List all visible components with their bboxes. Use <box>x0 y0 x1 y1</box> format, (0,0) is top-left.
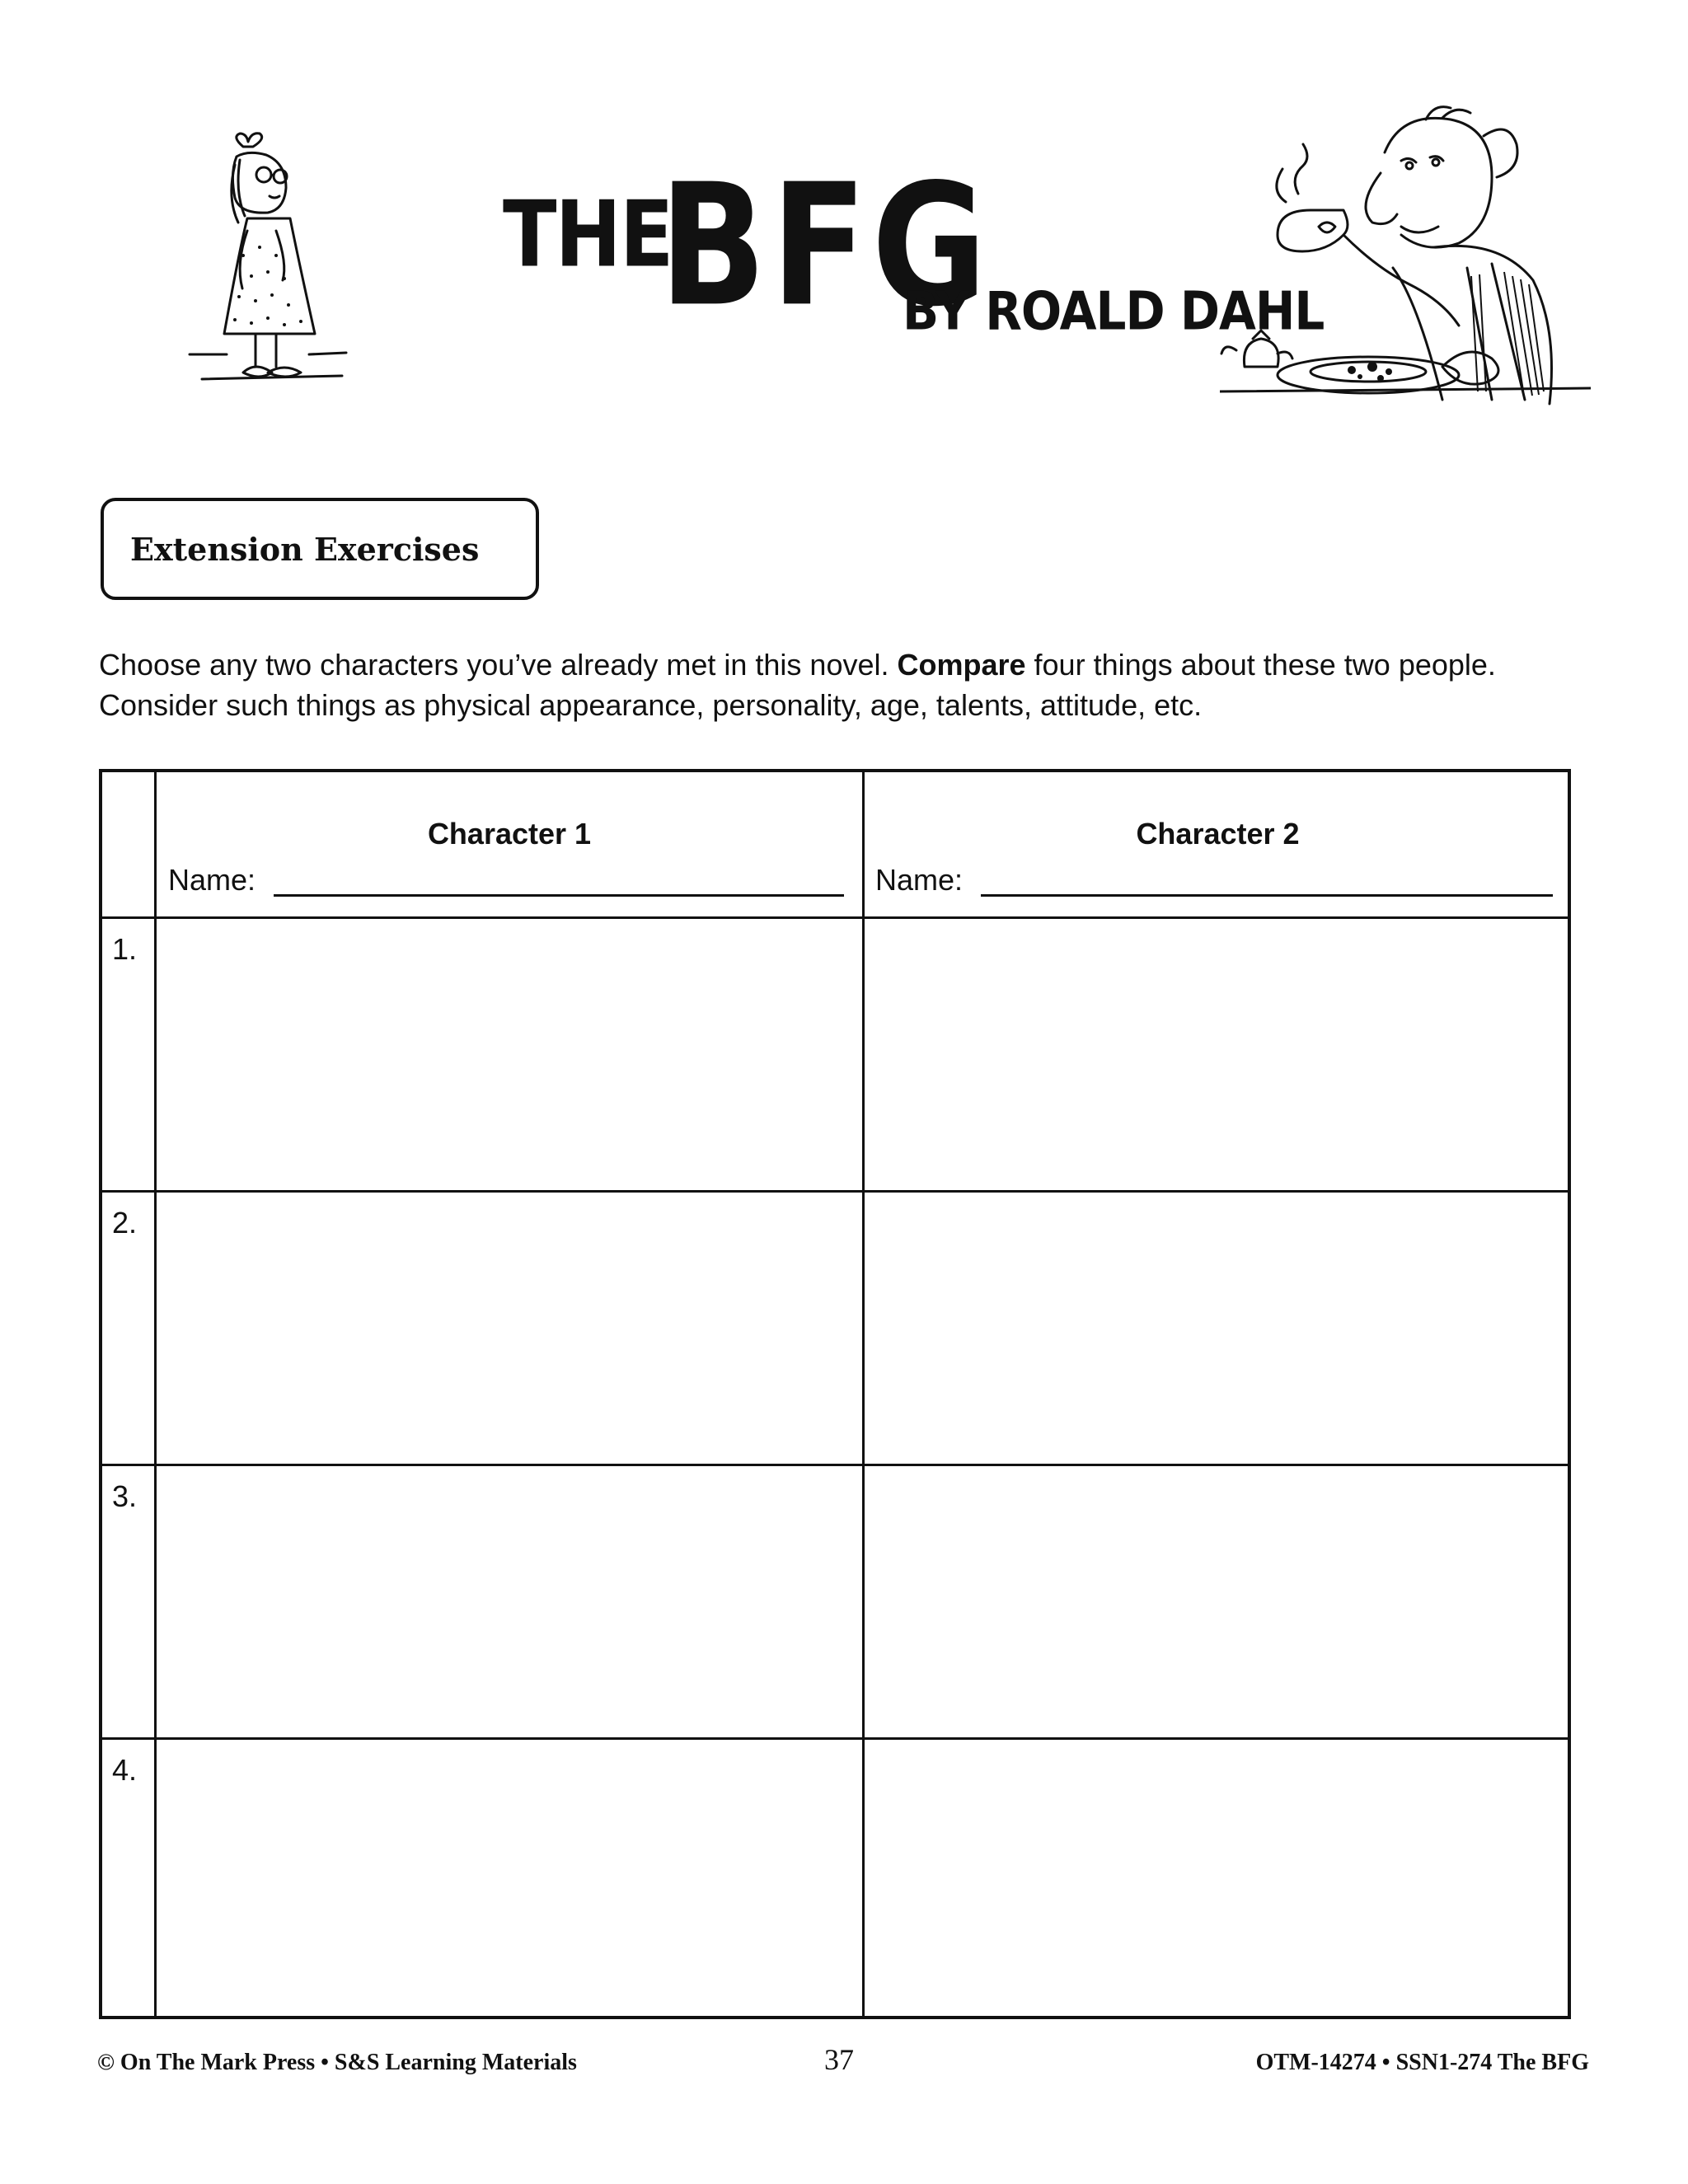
name-blank-character-2[interactable] <box>981 894 1553 897</box>
sophie-illustration <box>185 132 350 396</box>
row-number-1: 1. <box>112 932 138 966</box>
bfg-illustration <box>1220 103 1591 416</box>
instructions-bold: Compare <box>897 648 1026 682</box>
name-label-character-2: Name: <box>875 863 964 897</box>
name-blank-character-1[interactable] <box>274 894 844 897</box>
table-row-divider <box>102 1464 1568 1466</box>
name-label-character-1: Name: <box>168 863 256 897</box>
comparison-table <box>99 769 1571 2019</box>
row-number-4: 4. <box>112 1753 138 1787</box>
instructions-text <box>99 644 1582 725</box>
row-number-2: 2. <box>112 1206 138 1240</box>
column-heading-character-2: Character 2 <box>1136 817 1300 851</box>
section-label: Extension Exercises <box>130 530 480 568</box>
section-label-box <box>101 498 539 600</box>
table-row-divider <box>102 1190 1568 1193</box>
page-number: 37 <box>824 2043 854 2076</box>
table-divider-character-cols <box>862 772 865 2016</box>
table-divider-number-col <box>154 772 157 2016</box>
column-heading-character-1: Character 1 <box>427 817 592 851</box>
title-bfg: BFG <box>659 148 992 344</box>
instructions-part1: Choose any two characters you’ve already met in this novel. <box>99 648 898 682</box>
row-number-3: 3. <box>112 1479 138 1513</box>
instructions-part2: four things about these two people. Consider such things as physical appearance, personality, age, talents, attitude, etc. <box>99 648 1496 722</box>
footer-product-code: OTM-14274 • SSN1-274 The BFG <box>1255 2050 1589 2075</box>
title-the: THE <box>503 181 673 288</box>
footer-publisher: © On The Mark Press • S&S Learning Materials <box>97 2050 577 2075</box>
table-row-divider <box>102 1737 1568 1740</box>
book-title <box>495 148 1325 354</box>
table-header-divider <box>102 916 1568 919</box>
title-author: BY ROALD DAHL <box>903 280 1325 342</box>
